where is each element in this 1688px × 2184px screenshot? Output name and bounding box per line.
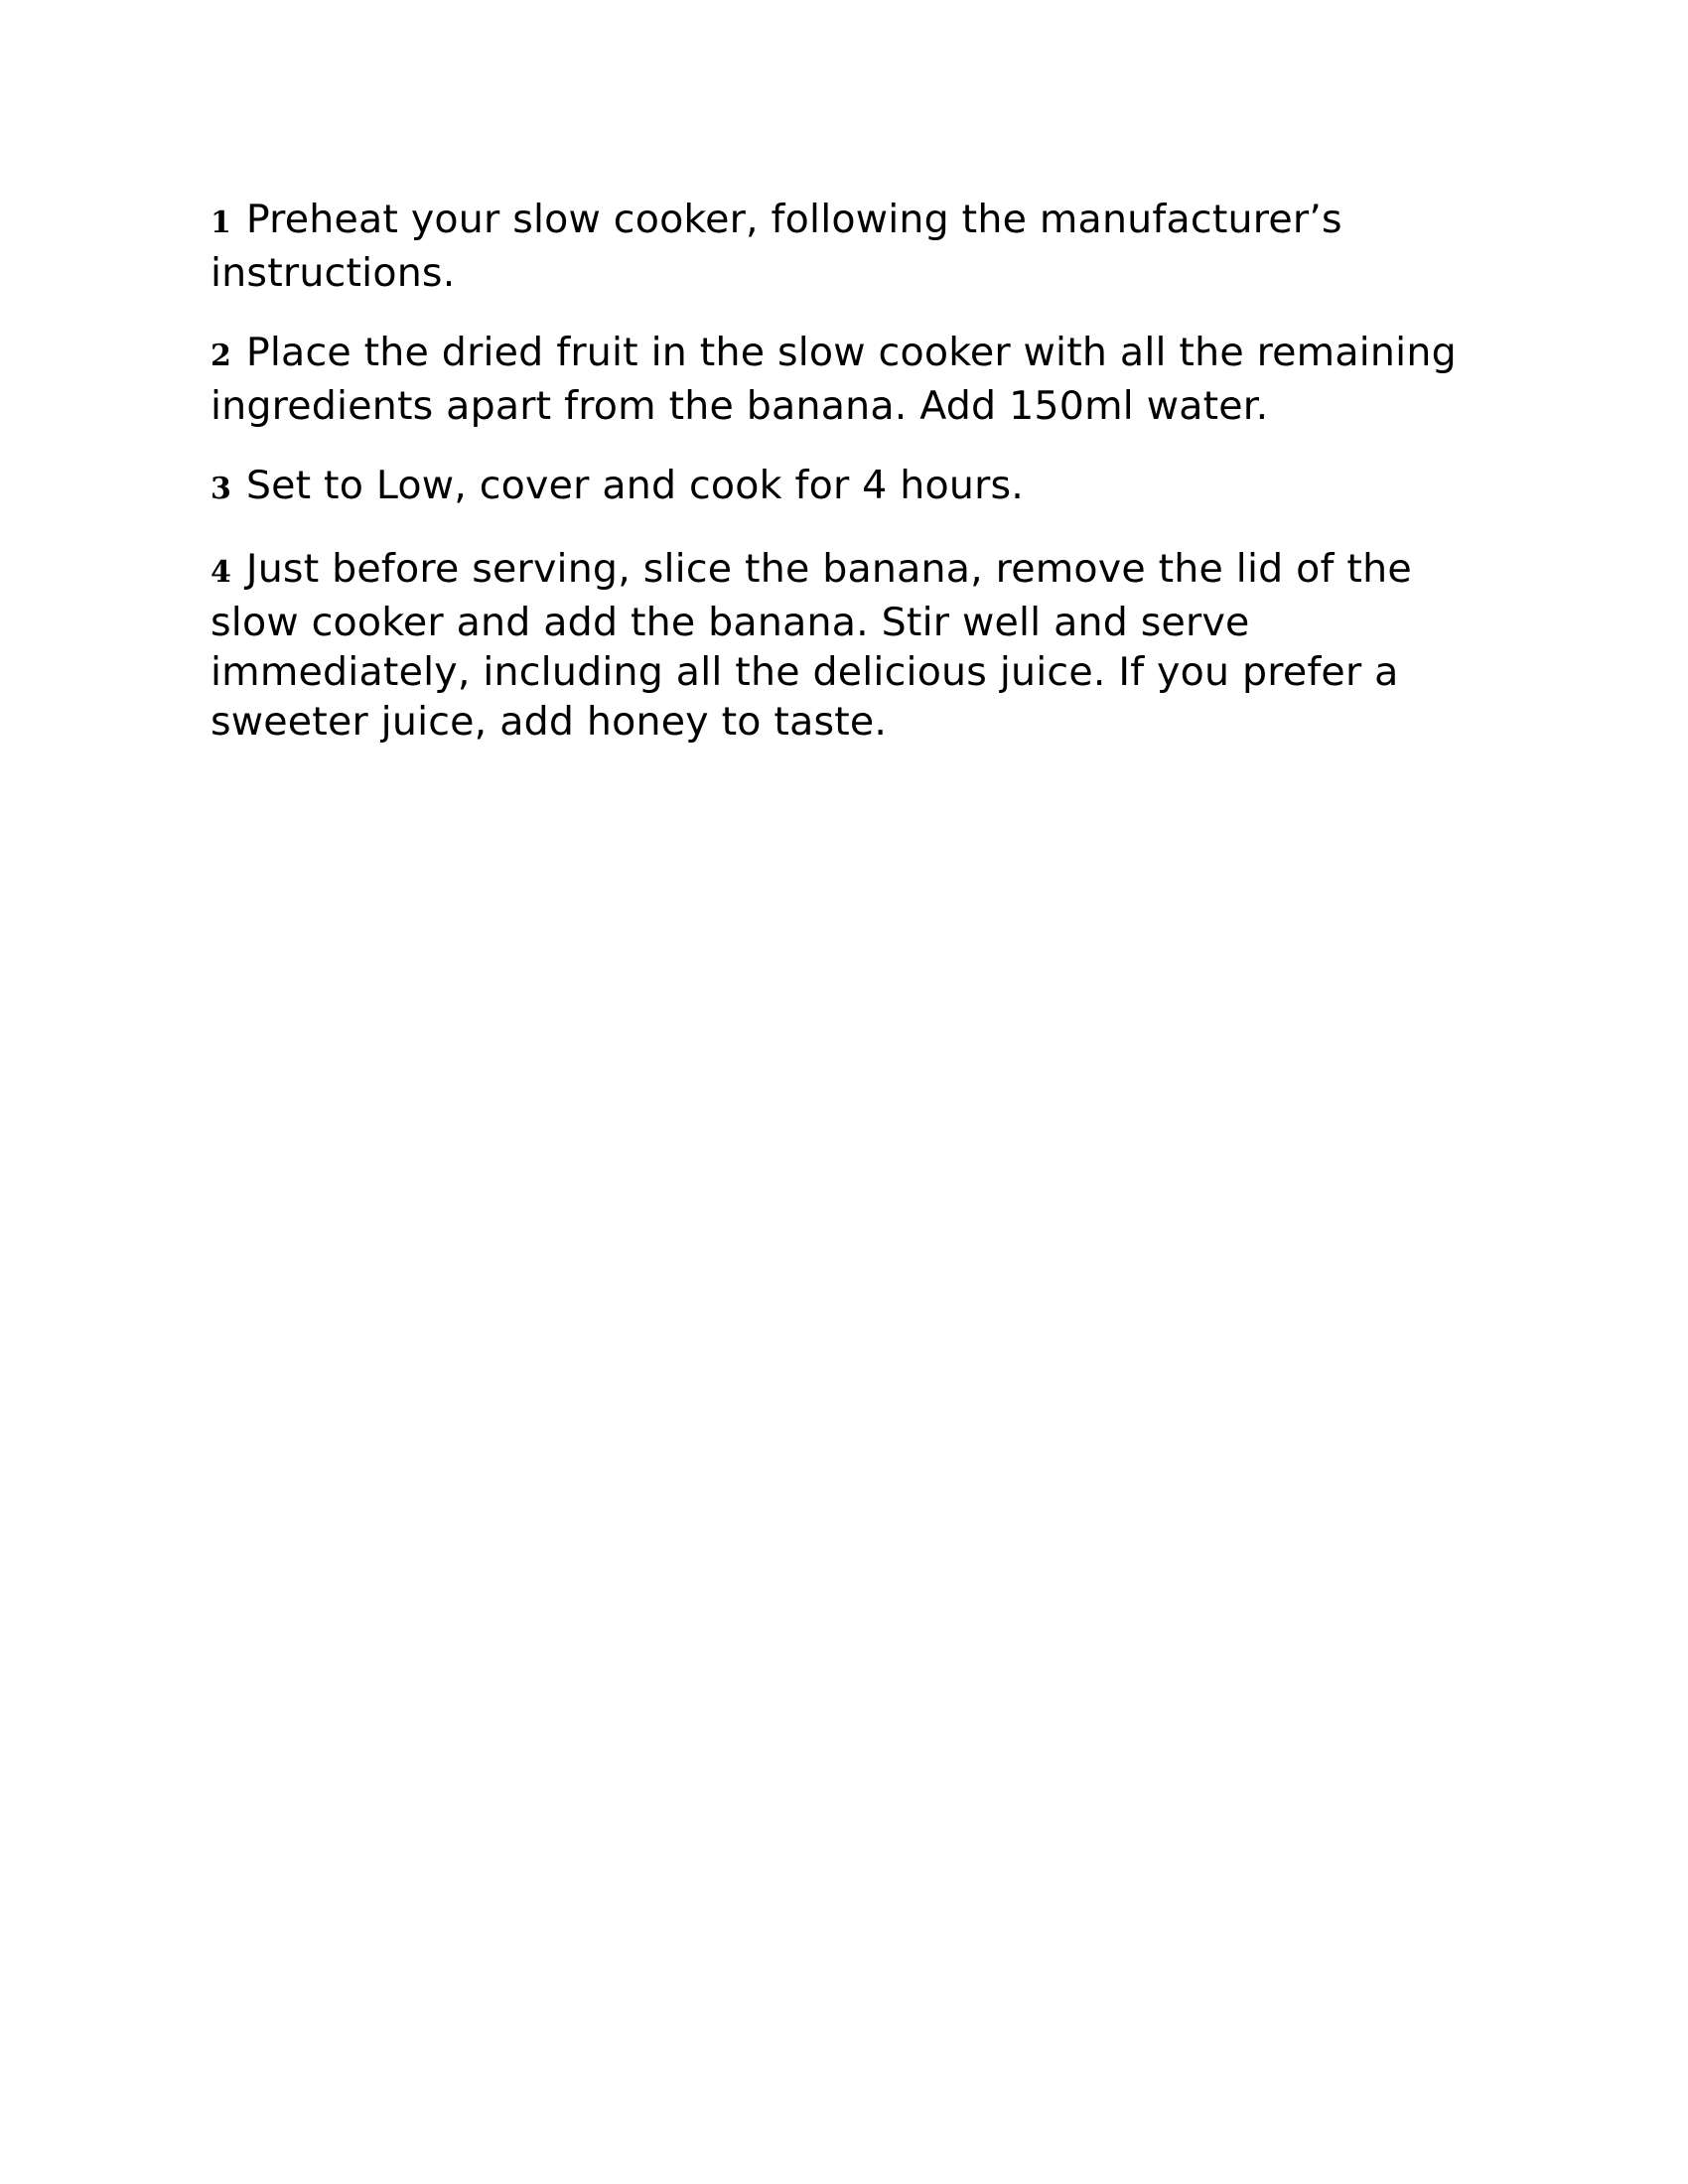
step-1-text: Preheat your slow cooker, following the manufacturer’s instructions.	[211, 197, 1342, 296]
step-4-text: Just before serving, slice the banana, remove the lid of the slow cooker and add the banana. Stir well and serve immediately, including all the delicious juice. If you prefer a sweeter juice, add honey to taste.	[211, 546, 1412, 745]
step-4-number: 4	[211, 555, 232, 590]
step-1-number: 1	[211, 205, 232, 240]
step-2-number: 2	[211, 339, 232, 373]
step-3-number: 3	[211, 472, 232, 506]
step-3-text: Set to Low, cover and cook for 4 hours.	[245, 463, 1025, 508]
step-2-text: Place the dried fruit in the slow cooker with all the remaining ingredients apart from the banana. Add 150ml water.	[211, 330, 1457, 429]
recipe-step-4	[211, 544, 1501, 747]
recipe-step-1	[211, 195, 1501, 298]
recipe-step-2	[211, 328, 1501, 431]
recipe-step-3	[211, 461, 1501, 514]
recipe-method-steps	[211, 195, 1501, 776]
